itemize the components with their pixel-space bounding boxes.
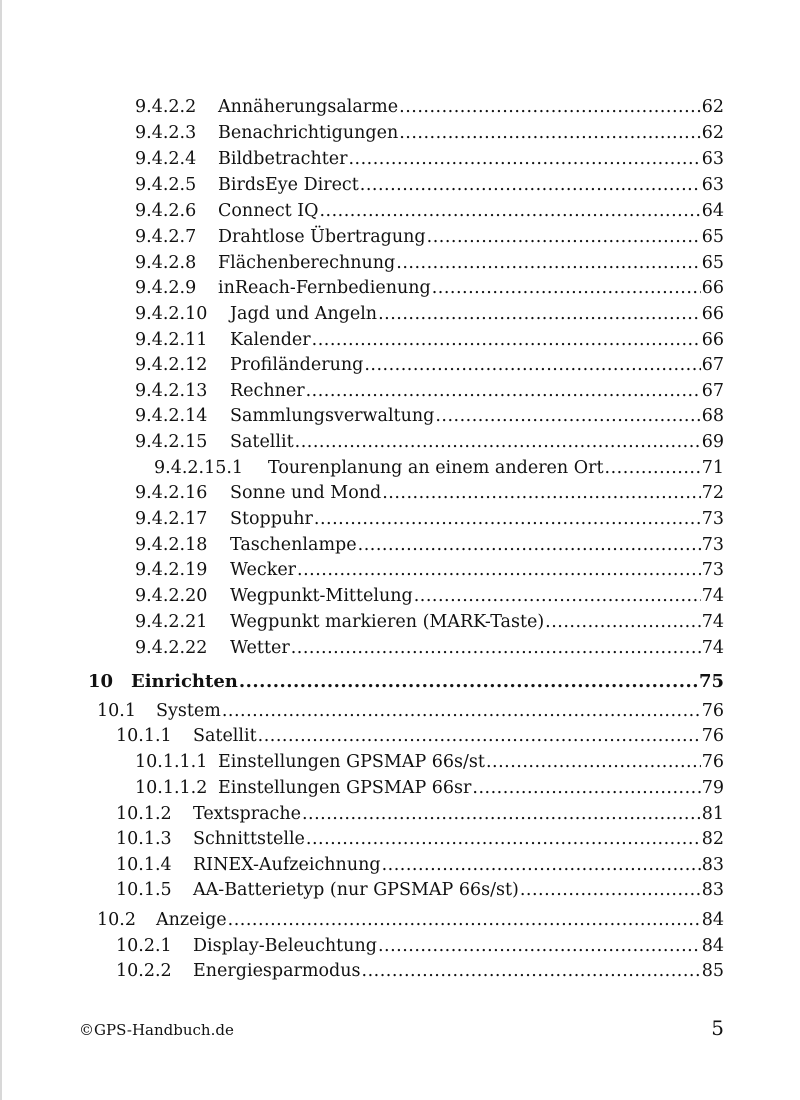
toc-entry-number: 9.4.2.8 [135, 253, 197, 273]
toc-entry-number: 10.2.1 [116, 936, 172, 956]
toc-entry[interactable] [116, 878, 724, 902]
toc-entry-title: inReach-Fernbedienung [218, 278, 431, 298]
toc-dot-leader [364, 353, 700, 377]
toc-dot-leader [358, 533, 701, 557]
toc-entry-title: Sammlungsverwaltung [230, 406, 435, 426]
toc-entry-page: 67 [701, 355, 724, 375]
toc-entry[interactable] [135, 750, 724, 774]
toc-entry-number: 9.4.2.21 [135, 612, 208, 632]
toc-entry[interactable] [135, 404, 724, 428]
toc-entry-title: Rechner [230, 381, 305, 401]
toc-entry[interactable] [135, 251, 724, 275]
toc-entry-number: 9.4.2.18 [135, 535, 208, 555]
toc-entry[interactable] [135, 276, 724, 300]
toc-entry-title: Bildbetrachter [218, 149, 348, 169]
toc-entry-title: Drahtlose Übertragung [218, 227, 426, 247]
toc-dot-leader [382, 481, 700, 505]
toc-entry-number: 10.1.1.1 [135, 752, 208, 772]
toc-entry-number: 9.4.2.15 [135, 432, 208, 452]
toc-entry-page: 63 [701, 175, 724, 195]
toc-entry-number: 10.2.2 [116, 961, 172, 981]
toc-entry-page: 72 [701, 483, 724, 503]
toc-entry-title: System [156, 701, 221, 721]
toc-entry-title: Wetter [230, 638, 290, 658]
toc-entry[interactable] [135, 302, 724, 326]
toc-entry[interactable] [116, 724, 724, 748]
toc-dot-leader [306, 379, 701, 403]
toc-entry-title: Flächenberechnung [218, 253, 396, 273]
toc-entry[interactable] [135, 558, 724, 582]
toc-entry-page: 68 [701, 406, 724, 426]
toc-entry[interactable] [135, 95, 724, 119]
toc-entry[interactable] [135, 353, 724, 377]
toc-entry-number: 9.4.2.7 [135, 227, 197, 247]
toc-entry-title: Profiländerung [230, 355, 364, 375]
toc-entry-title: Anzeige [156, 910, 227, 930]
toc-dot-leader [222, 699, 701, 723]
toc-dot-leader [427, 225, 701, 249]
toc-entry-page: 84 [701, 936, 724, 956]
toc-dot-leader [605, 456, 701, 480]
toc-entry-title: Wecker [230, 560, 297, 580]
toc-entry[interactable] [97, 699, 724, 723]
toc-entry[interactable] [135, 610, 724, 634]
toc-entry-page: 71 [701, 458, 724, 478]
toc-entry-title: Sonne und Mond [230, 483, 382, 503]
toc-entry[interactable] [135, 533, 724, 557]
toc-entry-number: 9.4.2.6 [135, 201, 197, 221]
toc-entry-title: Wegpunkt-Mittelung [230, 586, 413, 606]
toc-entry-page: 73 [701, 560, 724, 580]
toc-dot-leader [472, 776, 700, 800]
toc-entry-page: 66 [701, 278, 724, 298]
toc-entry-title: Annäherungsalarme [218, 97, 399, 117]
toc-dot-leader [520, 878, 701, 902]
toc-entry-page: 62 [701, 123, 724, 143]
toc-dot-leader [486, 750, 701, 774]
toc-entry-title: Kalender [230, 330, 311, 350]
toc-dot-leader [319, 199, 700, 223]
toc-dot-leader [314, 507, 701, 531]
toc-entry[interactable] [154, 456, 724, 480]
toc-entry-title: Textsprache [193, 804, 301, 824]
toc-chapter-entry[interactable] [88, 670, 724, 694]
toc-entry-page: 62 [701, 97, 724, 117]
toc-entry[interactable] [135, 430, 724, 454]
toc-entry-title: Einstellungen GPSMAP 66s/st [218, 752, 485, 772]
toc-entry-title: Wegpunkt markieren (MARK-Taste) [230, 612, 545, 632]
toc-entry-page: 81 [701, 804, 724, 824]
toc-entry[interactable] [116, 934, 724, 958]
toc-entry-number: 9.4.2.15.1 [154, 458, 244, 478]
toc-dot-leader [399, 121, 700, 145]
toc-entry-page: 65 [701, 227, 724, 247]
toc-entry-title: Satellit [230, 432, 294, 452]
toc-entry-number: 9.4.2.12 [135, 355, 208, 375]
toc-entry-page: 69 [701, 432, 724, 452]
toc-entry-number: 9.4.2.2 [135, 97, 197, 117]
toc-entry-page: 79 [701, 778, 724, 798]
toc-dot-leader [239, 670, 698, 694]
toc-entry[interactable] [135, 481, 724, 505]
page-number: 5 [711, 1016, 724, 1040]
toc-entry[interactable] [135, 507, 724, 531]
toc-entry-number: 9.4.2.3 [135, 123, 197, 143]
toc-entry[interactable] [135, 776, 724, 800]
toc-dot-leader [414, 584, 701, 608]
toc-dot-leader [258, 724, 701, 748]
toc-entry-page: 83 [701, 880, 724, 900]
toc-entry-title: Schnittstelle [193, 829, 305, 849]
toc-dot-leader [545, 610, 701, 634]
toc-entry-number: 9.4.2.4 [135, 149, 197, 169]
toc-entry-title: Benachrichtigungen [218, 123, 399, 143]
toc-dot-leader [302, 802, 701, 826]
toc-entry-number: 10.1.1.2 [135, 778, 208, 798]
toc-entry-title: Einrichten [131, 671, 238, 692]
toc-entry-number: 10 [88, 671, 114, 692]
toc-dot-leader [348, 147, 700, 171]
toc-entry-page: 73 [701, 509, 724, 529]
toc-entry-title: Energiesparmodus [193, 961, 361, 981]
toc-entry-number: 9.4.2.11 [135, 330, 208, 350]
toc-dot-leader [382, 853, 701, 877]
toc-entry[interactable] [97, 908, 724, 932]
toc-entry-number: 9.4.2.5 [135, 175, 197, 195]
toc-dot-leader [312, 328, 701, 352]
toc-dot-leader [432, 276, 701, 300]
toc-dot-leader [228, 908, 701, 932]
toc-entry-number: 9.4.2.19 [135, 560, 208, 580]
toc-entry[interactable] [135, 379, 724, 403]
toc-entry-page: 84 [701, 910, 724, 930]
toc-entry-page: 64 [701, 201, 724, 221]
toc-entry-number: 10.1.1 [116, 726, 172, 746]
toc-entry[interactable] [135, 328, 724, 352]
toc-entry[interactable] [135, 199, 724, 223]
toc-entry-number: 9.4.2.14 [135, 406, 208, 426]
toc-entry-page: 85 [701, 961, 724, 981]
toc-entry-title: Einstellungen GPSMAP 66sr [218, 778, 472, 798]
toc-entry-page: 66 [701, 304, 724, 324]
toc-entry-page: 74 [701, 586, 724, 606]
toc-entry-number: 9.4.2.16 [135, 483, 208, 503]
toc-entry-page: 66 [701, 330, 724, 350]
toc-entry-number: 9.4.2.22 [135, 638, 208, 658]
footer-copyright: ©GPS-Handbuch.de [79, 1021, 234, 1039]
toc-entry-title: AA-Batterietyp (nur GPSMAP 66s/st) [193, 880, 519, 900]
toc-entry-number: 10.1.3 [116, 829, 172, 849]
toc-entry-number: 10.1 [97, 701, 136, 721]
toc-entry-number: 10.1.5 [116, 880, 172, 900]
toc-entry-title: Display-Beleuchtung [193, 936, 377, 956]
toc-entry-title: Stoppuhr [230, 509, 313, 529]
toc-dot-leader [396, 251, 700, 275]
toc-entry[interactable] [116, 853, 724, 877]
toc-entry-page: 74 [701, 612, 724, 632]
toc-dot-leader [435, 404, 700, 428]
toc-entry-number: 10.1.2 [116, 804, 172, 824]
toc-entry-page: 67 [701, 381, 724, 401]
toc-dot-leader [306, 827, 701, 851]
toc-entry-page: 65 [701, 253, 724, 273]
toc-dot-leader [378, 934, 701, 958]
toc-entry-page: 82 [701, 829, 724, 849]
toc-entry[interactable] [135, 147, 724, 171]
toc-entry-page: 76 [701, 701, 724, 721]
toc-entry-title: Connect IQ [218, 201, 319, 221]
toc-entry-page: 83 [701, 855, 724, 875]
toc-entry-number: 10.1.4 [116, 855, 172, 875]
toc-entry-title: Jagd und Angeln [230, 304, 378, 324]
toc-dot-leader [399, 95, 701, 119]
toc-entry[interactable] [135, 584, 724, 608]
toc-entry[interactable] [135, 225, 724, 249]
toc-entry-title: BirdsEye Direct [218, 175, 359, 195]
toc-entry-title: Tourenplanung an einem anderen Ort [268, 458, 604, 478]
toc-entry-page: 63 [701, 149, 724, 169]
toc-dot-leader [295, 430, 701, 454]
toc-entry[interactable] [116, 802, 724, 826]
toc-entry[interactable] [116, 959, 724, 983]
toc-entry[interactable] [116, 827, 724, 851]
toc-dot-leader [297, 558, 701, 582]
toc-entry[interactable] [135, 173, 724, 197]
toc-entry-page: 75 [698, 671, 724, 692]
toc-entry-title: Taschenlampe [230, 535, 357, 555]
toc-entry-title: RINEX-Aufzeichnung [193, 855, 381, 875]
toc-dot-leader [362, 959, 701, 983]
toc-dot-leader [378, 302, 701, 326]
toc-entry-number: 9.4.2.13 [135, 381, 208, 401]
toc-entry-page: 73 [701, 535, 724, 555]
toc-entry-page: 76 [701, 752, 724, 772]
toc-entry-number: 9.4.2.10 [135, 304, 208, 324]
toc-entry-title: Satellit [193, 726, 257, 746]
toc-entry-page: 74 [701, 638, 724, 658]
toc-entry-number: 10.2 [97, 910, 136, 930]
toc-dot-leader [291, 636, 701, 660]
toc-dot-leader [360, 173, 701, 197]
toc-entry-number: 9.4.2.17 [135, 509, 208, 529]
toc-entry-page: 76 [701, 726, 724, 746]
toc-entry[interactable] [135, 121, 724, 145]
toc-entry[interactable] [135, 636, 724, 660]
toc-entry-number: 9.4.2.9 [135, 278, 197, 298]
toc-entry-number: 9.4.2.20 [135, 586, 208, 606]
